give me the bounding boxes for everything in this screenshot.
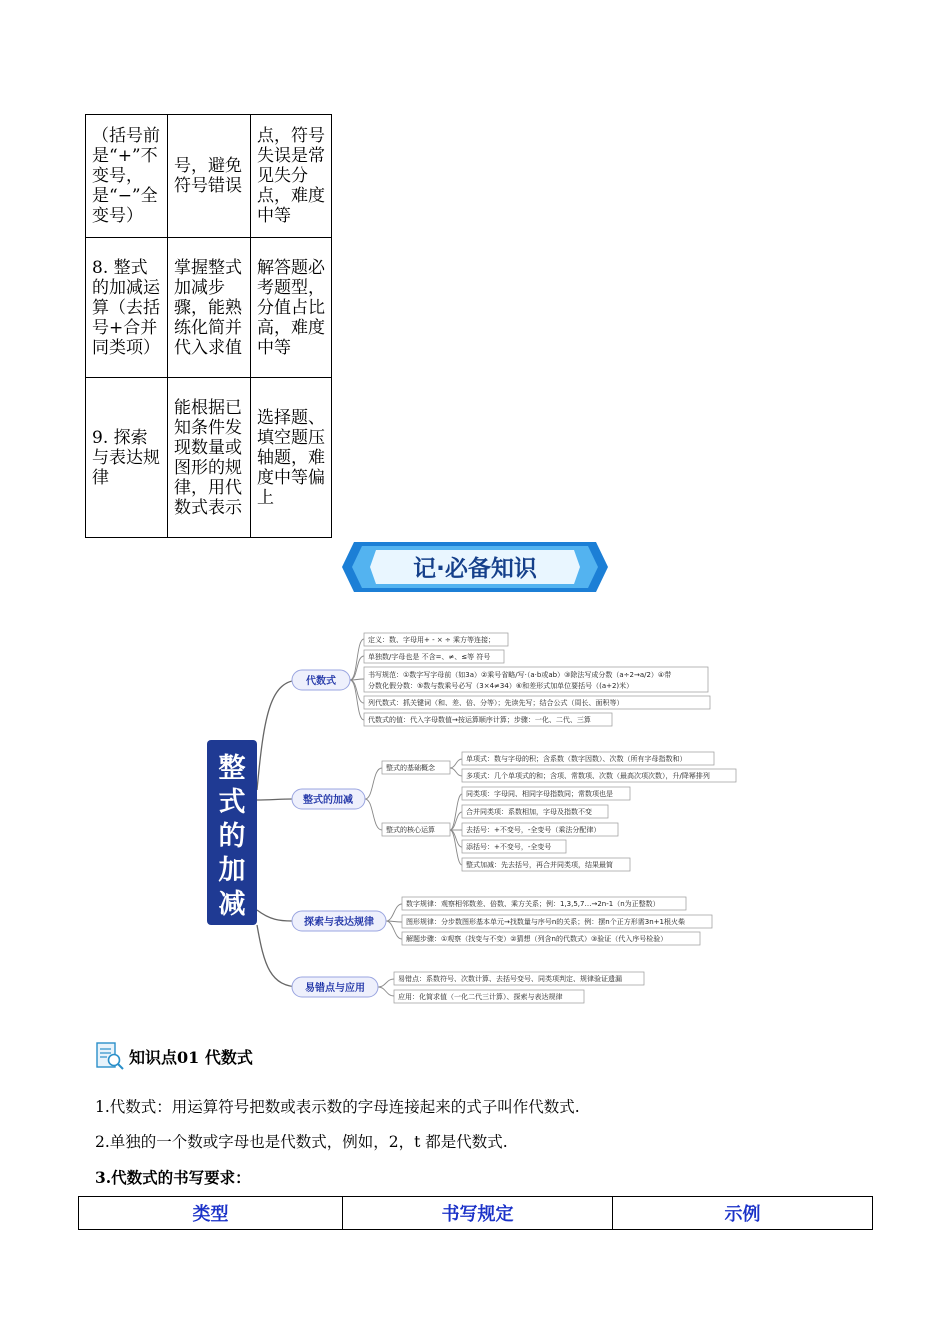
mindmap-branch bbox=[292, 911, 386, 931]
mindmap-leaf: 图形规律：分步数图形基本单元→找数量与序号n的关系；例：摆n个正方形需3n+1根火柴 bbox=[406, 918, 685, 926]
table-cell: 选择题、填空题压轴题，难度中等偏上 bbox=[251, 378, 332, 538]
mindmap-leaf: 单项式：数与字母的积；含系数（数字因数）、次数（所有字母指数和） bbox=[466, 755, 687, 763]
table-row bbox=[86, 378, 332, 538]
mindmap-leaf: 整式加减：先去括号，再合并同类项，结果最简 bbox=[466, 861, 613, 869]
mindmap-leaf: 书写规范：①数字写字母前（如3a）②乘号省略/写·（a·b或ab）③除法写成分数（a÷2→a/2）④带 bbox=[368, 671, 672, 679]
mindmap-leaf: 添括号：+不变号，-全变号 bbox=[466, 843, 552, 851]
table-cell: 9. 探索与表达规律 bbox=[86, 378, 168, 538]
svg-text:探索与表达规律: 探索与表达规律 bbox=[304, 917, 374, 928]
svg-text:代数式: 代数式 bbox=[306, 676, 336, 687]
mindmap-leaf: 去括号：+不变号，-全变号（乘法分配律） bbox=[466, 826, 601, 834]
knowledge-point-heading bbox=[95, 1040, 253, 1072]
leaf-group bbox=[382, 752, 736, 871]
mindmap-sub: 整式的基础概念 bbox=[386, 764, 435, 772]
paragraph: 1.代数式：用运算符号把数或表示数的字母连接起来的式子叫作代数式. bbox=[95, 1098, 580, 1116]
mindmap-leaf: 单独数/字母也是 不含=、≠、≤等 符号 bbox=[368, 653, 491, 661]
leaf-group bbox=[394, 972, 644, 1003]
svg-text:整式的加减: 整式的加减 bbox=[303, 795, 353, 806]
table-header: 书写规定 bbox=[343, 1197, 613, 1230]
table-cell: 8. 整式的加减运算（去括号+合并同类项） bbox=[86, 238, 168, 378]
writing-rules-table bbox=[78, 1196, 873, 1230]
table-cell: 能根据已知条件发现数量或图形的规律，用代数式表示 bbox=[168, 378, 251, 538]
mindmap-leaf: 同类项：字母同、相同字母指数同；常数项也是 bbox=[466, 790, 613, 798]
mindmap-sub: 整式的核心运算 bbox=[386, 826, 435, 834]
requirements-table bbox=[85, 114, 332, 538]
table-row bbox=[86, 115, 332, 238]
mindmap-leaf: 列代数式：抓关键词（和、差、倍、分等）；先读先写；结合公式（周长、面积等） bbox=[368, 699, 624, 707]
mindmap-leaf: 应用：化简求值（一化二代三计算）、探索与表达规律 bbox=[398, 993, 563, 1001]
table-row bbox=[86, 238, 332, 378]
mindmap-root-label: 整式的加减 bbox=[218, 753, 246, 920]
leaf-group bbox=[402, 897, 712, 945]
svg-text:易错点与应用: 易错点与应用 bbox=[305, 983, 365, 994]
mindmap-leaf: 解题步骤：①观察（找变与不变）②猜想（列含n的代数式）③验证（代入序号检验） bbox=[406, 935, 668, 943]
banner-title: 记·必备知识 bbox=[413, 556, 537, 582]
table-header: 类型 bbox=[79, 1197, 343, 1230]
mindmap-leaf: 合并同类项：系数相加，字母及指数不变 bbox=[466, 808, 592, 816]
table-header: 示例 bbox=[613, 1197, 873, 1230]
section-banner bbox=[340, 540, 610, 594]
table-cell: 掌握整式加减步骤，能熟练化简并代入求值 bbox=[168, 238, 251, 378]
document-search-icon bbox=[95, 1041, 125, 1071]
mindmap-leaf: 代数式的值：代入字母数值→按运算顺序计算；步骤：一化、二代、三算 bbox=[368, 716, 591, 724]
mindmap-leaf: 定义：数、字母用+ - × ÷ 乘方等连接； bbox=[368, 636, 496, 644]
mindmap-leaf: 多项式：几个单项式的和；含项、常数项、次数（最高次项次数），升/降幂排列 bbox=[466, 772, 710, 780]
mindmap-leaf: 数字规律：观察相邻数差、倍数、乘方关系；例：1,3,5,7…→2n-1（n为正整数） bbox=[406, 900, 660, 908]
mindmap bbox=[200, 625, 750, 1010]
knowledge-point-title: 知识点01 代数式 bbox=[129, 1047, 253, 1067]
table-cell: 点，符号失误是常见失分点，难度中等 bbox=[251, 115, 332, 238]
mindmap-branch bbox=[292, 977, 378, 997]
mindmap-leaf: 易错点：系数符号、次数计算、去括号变号、同类项判定、规律验证遗漏 bbox=[398, 975, 622, 983]
leaf-group bbox=[364, 633, 710, 726]
mindmap-leaf: 分数化假分数：⑤数与数乘号必写（3×4≠34）⑥和差形式加单位要括号（(a+2)米） bbox=[368, 682, 634, 690]
table-cell: （括号前是“+”不变号，是“−”全变号） bbox=[86, 115, 168, 238]
table-cell: 号，避免符号错误 bbox=[168, 115, 251, 238]
table-header-row bbox=[79, 1197, 873, 1230]
mindmap-branch bbox=[292, 670, 350, 690]
table-cell: 解答题必考题型，分值占比高，难度中等 bbox=[251, 238, 332, 378]
mindmap-branch bbox=[292, 789, 365, 809]
paragraph: 2.单独的一个数或字母也是代数式，例如，2，t 都是代数式. bbox=[95, 1133, 508, 1151]
paragraph-heading: 3.代数式的书写要求： bbox=[95, 1168, 251, 1187]
